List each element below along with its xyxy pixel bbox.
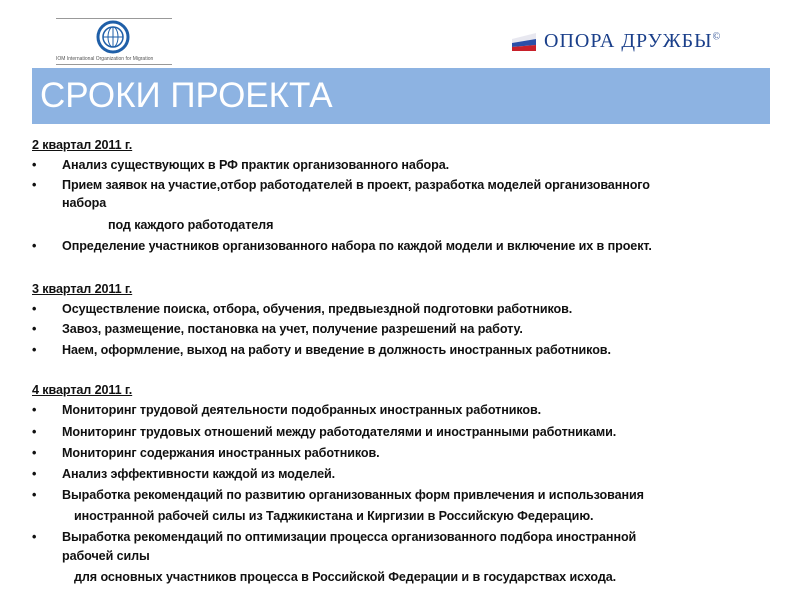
list-item: • Мониторинг содержания иностранных работников. [62,446,380,460]
section-heading: 4 квартал 2011 г. [32,383,133,397]
globe-icon [96,20,130,54]
opora-logo [512,30,721,53]
russian-flag-icon [512,33,536,51]
list-item: • Мониторинг трудовых отношений между работодателями и иностранными работниками. [62,425,616,439]
section-heading: 2 квартал 2011 г. [32,138,133,152]
divider [56,18,172,19]
divider [56,64,172,65]
list-item-continuation: набора [62,196,107,210]
list-item: • Прием заявок на участие,отбор работодателей в проект, разработка моделей организованного [62,178,650,192]
opora-name: ОПОРА ДРУЖБЫ© [544,30,722,52]
list-item: • Наем, оформление, выход на работу и введение в должность иностранных работников. [62,343,611,357]
list-item-continuation: рабочей силы [62,549,150,563]
list-item: • Завоз, размещение, постановка на учет, получение разрешений на работу. [62,322,523,336]
list-item-continuation: для основных участников процесса в Российской Федерации и в государствах исхода. [74,570,617,584]
section-heading: 3 квартал 2011 г. [32,282,133,296]
list-item: • Выработка рекомендаций по оптимизации процесса организованного подбора иностранной [62,530,636,544]
list-item: • Выработка рекомендаций по развитию организованных форм привлечения и использования [62,488,644,502]
iom-logo [56,18,172,66]
list-item: • Анализ существующих в РФ практик организованного набора. [62,158,449,172]
iom-caption: IOM International Organization for Migration [56,56,154,62]
list-item: • Осуществление поиска, отбора, обучения, предвыездной подготовки работников. [62,302,572,316]
slide-title: СРОКИ ПРОЕКТА [40,76,333,115]
list-item: • Определение участников организованного набора по каждой модели и включение их в проект. [62,239,652,253]
list-item-continuation: под каждого работодателя [108,218,274,232]
list-item: • Мониторинг трудовой деятельности подобранных иностранных работников. [62,403,541,417]
list-item: • Анализ эффективности каждой из моделей. [62,467,335,481]
list-item-continuation: иностранной рабочей силы из Таджикистана и Киргизии в Российскую Федерацию. [74,509,594,523]
title-bar [32,68,770,124]
